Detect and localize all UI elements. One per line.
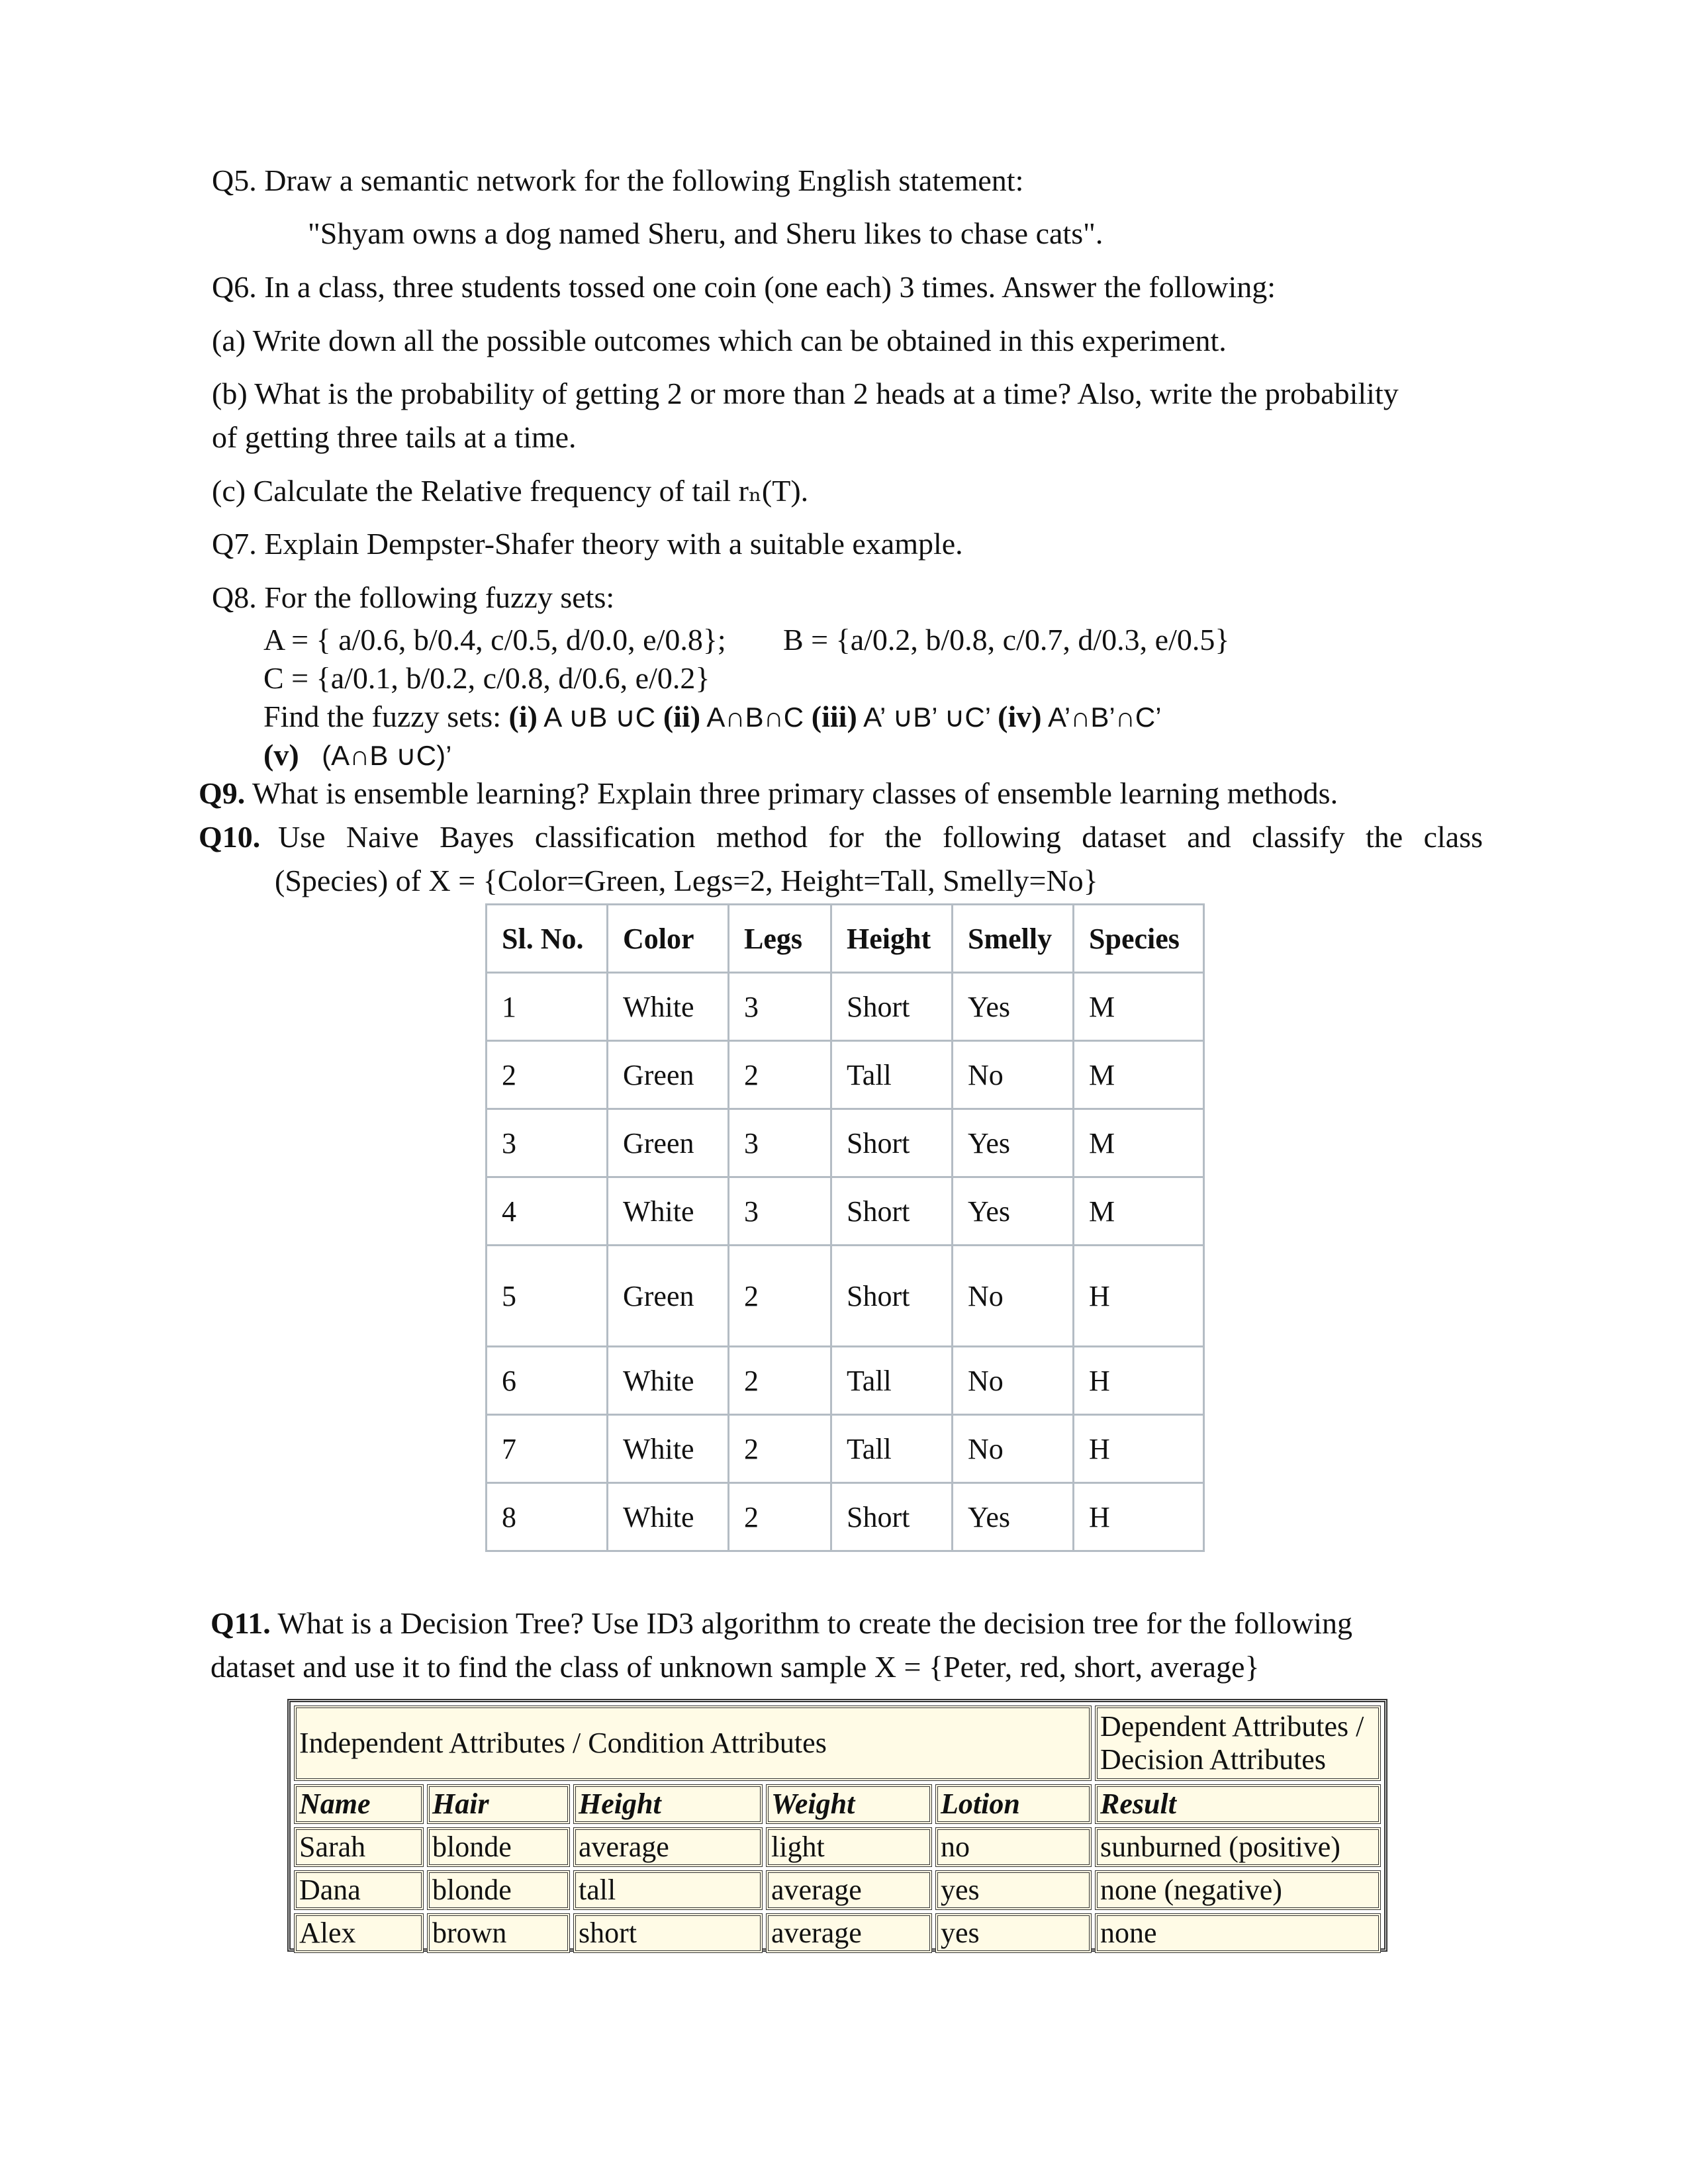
q8-set-a: A = { a/0.6, b/0.4, c/0.5, d/0.0, e/0.8}; (263, 623, 726, 657)
q6-part-a: (a) Write down all the possible outcomes which can be obtained in this experiment. (212, 324, 1227, 357)
cell-legs: 3 (729, 1109, 831, 1177)
col-header-weight: Weight (766, 1784, 932, 1824)
cell-lotion: yes (935, 1870, 1092, 1910)
q8-v-expr: (A∩B ∪C)’ (322, 740, 452, 771)
q8-v-line (263, 736, 451, 775)
cell-smelly: No (953, 1246, 1074, 1347)
independent-attributes-header: Independent Attributes / Condition Attributes (294, 1706, 1092, 1781)
cell-color: Green (608, 1109, 729, 1177)
table-row (487, 1109, 1204, 1177)
q9-line (199, 774, 1338, 813)
col-header-sl-no: Sl. No. (487, 905, 608, 973)
cell-result: none (negative) (1095, 1870, 1381, 1910)
q5-line2: "Shyam owns a dog named Sheru, and Sheru likes to chase cats". (308, 216, 1103, 250)
cell-color: White (608, 1483, 729, 1551)
cell-sl-no: 1 (487, 973, 608, 1041)
cell-species: M (1074, 1109, 1204, 1177)
cell-sl-no: 6 (487, 1347, 608, 1415)
q8-iv-label: (iv) (998, 700, 1042, 733)
table-row (487, 1246, 1204, 1347)
col-header-height: Height (573, 1784, 763, 1824)
table-group-header-row (294, 1706, 1381, 1781)
cell-smelly: No (953, 1041, 1074, 1109)
cell-species: H (1074, 1347, 1204, 1415)
cell-legs: 2 (729, 1246, 831, 1347)
cell-legs: 3 (729, 973, 831, 1041)
cell-weight: average (766, 1913, 932, 1953)
table-row (487, 1177, 1204, 1246)
q6-part-b-line1: (b) What is the probability of getting 2 or more than 2 heads at a time? Also, write the probability (212, 377, 1399, 410)
q8-iii-label: (iii) (811, 700, 857, 733)
cell-hair: brown (427, 1913, 570, 1953)
q6-part-c: (c) Calculate the Relative frequency of tail rₙ(T). (212, 474, 809, 508)
dependent-header-line1: Dependent Attributes / (1100, 1710, 1364, 1743)
cell-height: average (573, 1827, 763, 1867)
cell-height: Short (831, 1177, 953, 1246)
cell-lotion: yes (935, 1913, 1092, 1953)
col-header-lotion: Lotion (935, 1784, 1092, 1824)
naive-bayes-table (485, 903, 1205, 1552)
table-row (294, 1870, 1381, 1910)
col-header-name: Name (294, 1784, 424, 1824)
cell-smelly: Yes (953, 1109, 1074, 1177)
q11-label: Q11. (211, 1606, 271, 1640)
q9-label: Q9. (199, 776, 246, 810)
table-header-row (487, 905, 1204, 973)
cell-species: H (1074, 1483, 1204, 1551)
cell-color: Green (608, 1246, 729, 1347)
table-row (487, 1483, 1204, 1551)
decision-tree-table (291, 1702, 1384, 1956)
cell-sl-no: 3 (487, 1109, 608, 1177)
cell-species: H (1074, 1246, 1204, 1347)
cell-weight: average (766, 1870, 932, 1910)
cell-smelly: Yes (953, 973, 1074, 1041)
cell-sl-no: 5 (487, 1246, 608, 1347)
cell-lotion: no (935, 1827, 1092, 1867)
table-row (294, 1913, 1381, 1953)
cell-height: tall (573, 1870, 763, 1910)
q10-line2: (Species) of X = {Color=Green, Legs=2, Height=Tall, Smelly=No} (275, 864, 1098, 897)
cell-smelly: No (953, 1415, 1074, 1483)
col-header-hair: Hair (427, 1784, 570, 1824)
q11-line1 (211, 1604, 1352, 1643)
cell-height: Tall (831, 1347, 953, 1415)
col-header-height: Height (831, 905, 953, 973)
cell-height: Short (831, 1246, 953, 1347)
cell-species: M (1074, 1041, 1204, 1109)
cell-legs: 2 (729, 1041, 831, 1109)
decision-tree-table-frame (287, 1699, 1387, 1952)
q8-i-label: (i) (508, 700, 538, 733)
q8-iii-expr: A’ ∪B’ ∪C’ (857, 702, 998, 733)
dependent-header-line2: Decision Attributes (1100, 1743, 1326, 1776)
cell-species: M (1074, 973, 1204, 1041)
cell-color: White (608, 1415, 729, 1483)
cell-smelly: No (953, 1347, 1074, 1415)
cell-name: Dana (294, 1870, 424, 1910)
col-header-color: Color (608, 905, 729, 973)
q10-label: Q10. (199, 820, 261, 854)
cell-legs: 3 (729, 1177, 831, 1246)
table-row (487, 1415, 1204, 1483)
cell-color: White (608, 1177, 729, 1246)
col-header-legs: Legs (729, 905, 831, 973)
q9-text: What is ensemble learning? Explain three primary classes of ensemble learning methods. (245, 776, 1338, 810)
table-row (294, 1827, 1381, 1867)
q5-line1: Q5. Draw a semantic network for the following English statement: (212, 163, 1024, 197)
cell-sl-no: 7 (487, 1415, 608, 1483)
cell-smelly: Yes (953, 1483, 1074, 1551)
cell-hair: blonde (427, 1827, 570, 1867)
col-header-result: Result (1095, 1784, 1381, 1824)
q8-v-label: (v) (263, 738, 299, 772)
q8-ii-expr: A∩B∩C (700, 702, 812, 733)
table-row (487, 973, 1204, 1041)
col-header-species: Species (1074, 905, 1204, 973)
q10-line1: Use Naive Bayes classification method for the following dataset and classify the class (278, 820, 1483, 854)
q8-intro: Q8. For the following fuzzy sets: (212, 580, 615, 614)
table-row (487, 1347, 1204, 1415)
cell-height: Tall (831, 1041, 953, 1109)
cell-color: White (608, 973, 729, 1041)
cell-species: H (1074, 1415, 1204, 1483)
q8-set-b: B = {a/0.2, b/0.8, c/0.7, d/0.3, e/0.5} (783, 623, 1230, 657)
table-header-row (294, 1784, 1381, 1824)
cell-height: Short (831, 1483, 953, 1551)
cell-sl-no: 2 (487, 1041, 608, 1109)
col-header-smelly: Smelly (953, 905, 1074, 973)
cell-height: Tall (831, 1415, 953, 1483)
cell-name: Sarah (294, 1827, 424, 1867)
cell-height: short (573, 1913, 763, 1953)
cell-result: sunburned (positive) (1095, 1827, 1381, 1867)
cell-species: M (1074, 1177, 1204, 1246)
q8-find-label: Find the fuzzy sets: (263, 700, 509, 733)
cell-smelly: Yes (953, 1177, 1074, 1246)
q6-intro: Q6. In a class, three students tossed one coin (one each) 3 times. Answer the following: (212, 270, 1276, 304)
cell-color: Green (608, 1041, 729, 1109)
q8-ii-label: (ii) (663, 700, 701, 733)
q6-part-b-line2: of getting three tails at a time. (212, 420, 577, 454)
q11-line1-text: What is a Decision Tree? Use ID3 algorithm to create the decision tree for the following (270, 1606, 1352, 1640)
dependent-attributes-header (1095, 1706, 1381, 1781)
q8-find-line (263, 698, 1162, 737)
cell-result: none (1095, 1913, 1381, 1953)
cell-height: Short (831, 1109, 953, 1177)
cell-color: White (608, 1347, 729, 1415)
cell-legs: 2 (729, 1483, 831, 1551)
cell-legs: 2 (729, 1347, 831, 1415)
q11-line2: dataset and use it to find the class of unknown sample X = {Peter, red, short, average} (211, 1650, 1260, 1684)
cell-name: Alex (294, 1913, 424, 1953)
q8-i-expr: A ∪B ∪C (537, 702, 663, 733)
table-row (487, 1041, 1204, 1109)
cell-height: Short (831, 973, 953, 1041)
q8-iv-expr: A’∩B’∩C’ (1041, 702, 1162, 733)
q7-text: Q7. Explain Dempster-Shafer theory with a suitable example. (212, 527, 963, 561)
cell-sl-no: 8 (487, 1483, 608, 1551)
cell-weight: light (766, 1827, 932, 1867)
cell-sl-no: 4 (487, 1177, 608, 1246)
cell-legs: 2 (729, 1415, 831, 1483)
q8-set-c: C = {a/0.1, b/0.2, c/0.8, d/0.6, e/0.2} (263, 661, 710, 695)
cell-hair: blonde (427, 1870, 570, 1910)
